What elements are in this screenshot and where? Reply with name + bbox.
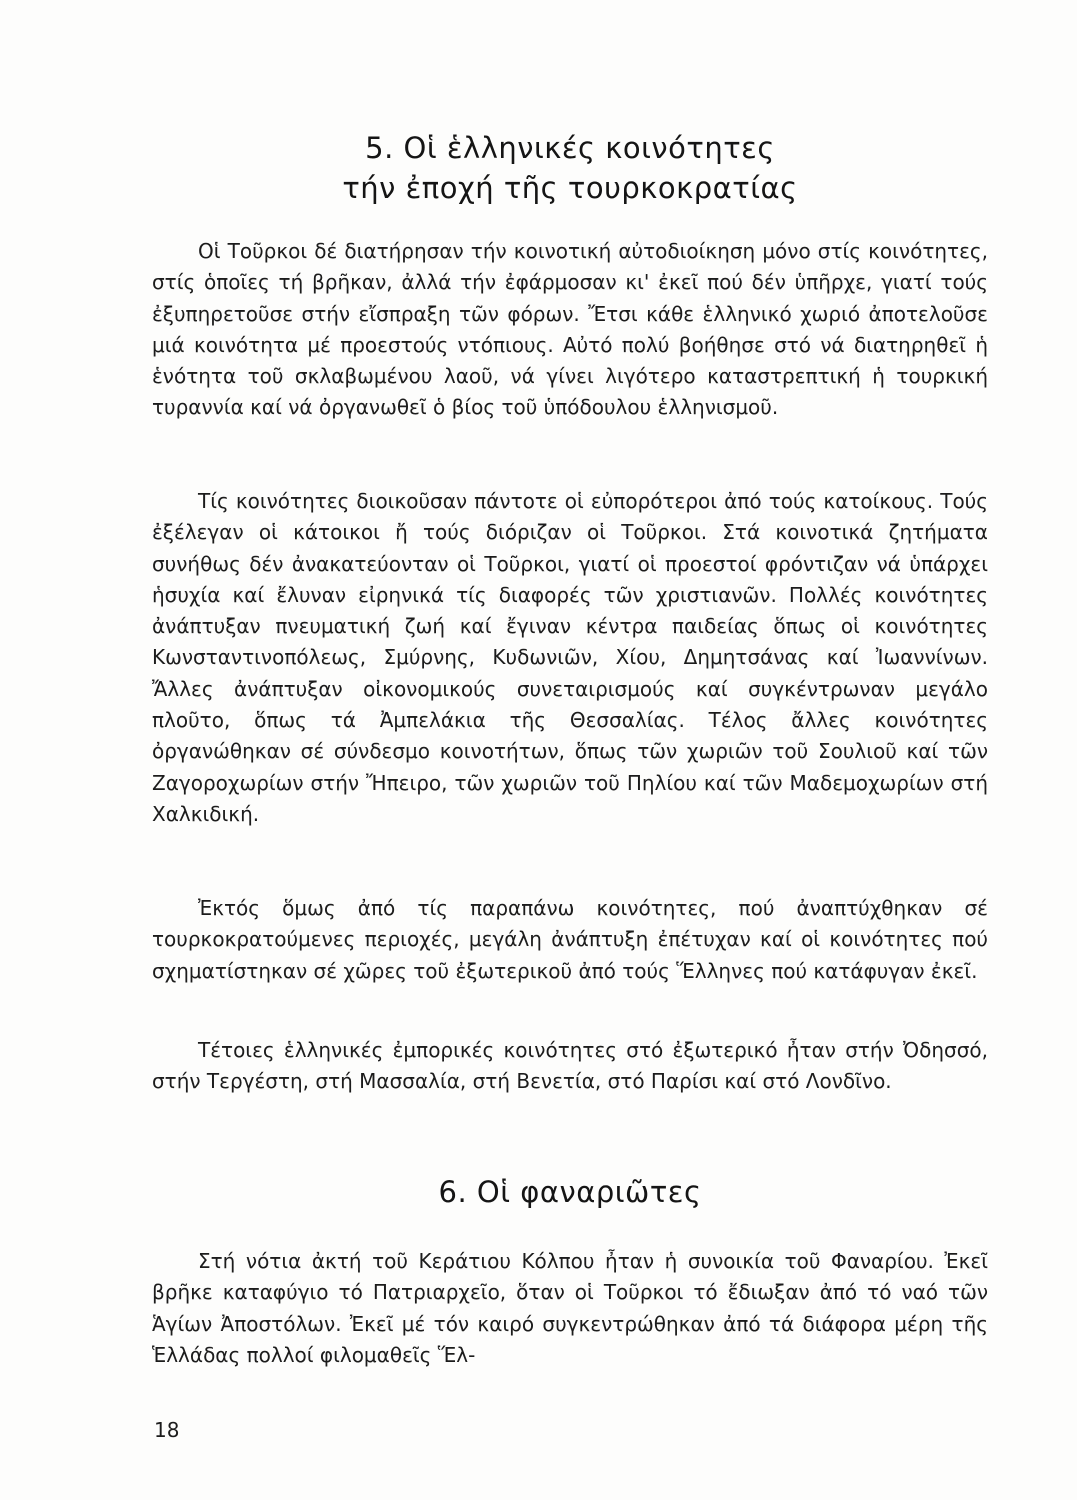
- paragraph-2: Τίς κοινότητες διοικοῦσαν πάντοτε οἱ εὐπορότεροι ἀπό τούς κατοίκους. Τούς ἐξέλεγαν οἱ κάτοικοι ἤ τούς διόριζαν οἱ Τοῦρκοι. Στά κοινοτικά ζητήματα συνήθως δέν ἀνακατεύονταν οἱ Τοῦρκοι, γιατί οἱ προεστοί φρόντιζαν νά ὑπάρχει ἡσυχία καί ἔλυναν εἰρηνικά τίς διαφορές τῶν χριστιανῶν. Πολλές κοινότητες ἀνάπτυξαν πνευματική ζωή καί ἔγιναν κέντρα παιδείας ὅπως οἱ κοινότητες Κωνσταντινοπόλεως, Σμύρνης, Κυδωνιῶν, Χίου, Δημητσάνας καί Ἰωαννίνων. Ἄλλες ἀνάπτυξαν οἰκονομικούς συνεταιρισμούς καί συγκέντρωναν μεγάλο πλοῦτο, ὅπως τά Ἀμπελάκια τῆς Θεσσαλίας. Τέλος ἄλλες κοινότητες ὀργανώθηκαν σέ σύνδεσμο κοινοτήτων, ὅπως τῶν χωριῶν τοῦ Σουλιοῦ καί τῶν Ζαγοροχωρίων στήν Ἤπειρο, τῶν χωριῶν τοῦ Πηλίου καί τῶν Μαδεμοχωρίων στή Χαλκιδική.: [152, 489, 988, 826]
- page-number: 18: [154, 1418, 180, 1442]
- paragraph-3: Ἐκτός ὅμως ἀπό τίς παραπάνω κοινότητες, πού ἀναπτύχθηκαν σέ τουρκοκρατούμενες περιοχές, μεγάλη ἀνάπτυξη ἐπέτυχαν καί οἱ κοινότητες πού σχηματίστηκαν σέ χῶρες τοῦ ἐξωτερικοῦ ἀπό τούς Ἕλληνες πού κατάφυγαν ἐκεῖ.: [152, 896, 988, 983]
- section-5-title-line2: τήν ἐποχή τῆς τουρκοκρατίας: [342, 171, 798, 205]
- section-5-title-line1: 5. Οἱ ἑλληνικές κοινότητες: [365, 131, 775, 165]
- section-6-heading: 6. Οἱ φαναριῶτες: [438, 1175, 702, 1209]
- paragraph-5: Στή νότια ἀκτή τοῦ Κεράτιου Κόλπου ἦταν ἡ συνοικία τοῦ Φαναρίου. Ἐκεῖ βρῆκε καταφύγιο τό Πατριαρχεῖο, ὅταν οἱ Τοῦρκοι τό ἔδιωξαν ἀπό τό ναό τῶν Ἁγίων Ἀποστόλων. Ἐκεῖ μέ τόν καιρό συγκεντρώθηκαν ἀπό τά διάφορα μέρη τῆς Ἑλλάδας πολλοί φιλομαθεῖς Ἕλ-: [152, 1249, 988, 1367]
- paragraph-4: Τέτοιες ἑλληνικές ἐμπορικές κοινότητες στό ἐξωτερικό ἦταν στήν Ὀδησσό, στήν Τεργέστη, στή Μασσαλία, στή Βενετία, στό Παρίσι καί στό Λονδῖνο.: [152, 1038, 988, 1094]
- paragraph-1: Οἱ Τοῦρκοι δέ διατήρησαν τήν κοινοτική αὐτοδιοίκηση μόνο στίς κοινότητες, στίς ὁποῖες τή βρῆκαν, ἀλλά τήν ἐφάρμοσαν κι' ἐκεῖ πού δέν ὑπῆρχε, γιατί τούς ἐξυπηρετοῦσε στήν εἴσπραξη τῶν φόρων. Ἔτσι κάθε ἑλληνικό χωριό ἀποτελοῦσε μιά κοινότητα μέ προεστούς ντόπιους. Αὐτό πολύ βοήθησε στό νά διατηρηθεῖ ἡ ἑνότητα τοῦ σκλαβωμένου λαοῦ, νά γίνει λιγότερο καταστρεπτική ἡ τουρκική τυραννία καί νά ὀργανωθεῖ ὁ βίος τοῦ ὑπόδουλου ἑλληνισμοῦ.: [152, 239, 988, 420]
- section-5-heading: [150, 128, 990, 208]
